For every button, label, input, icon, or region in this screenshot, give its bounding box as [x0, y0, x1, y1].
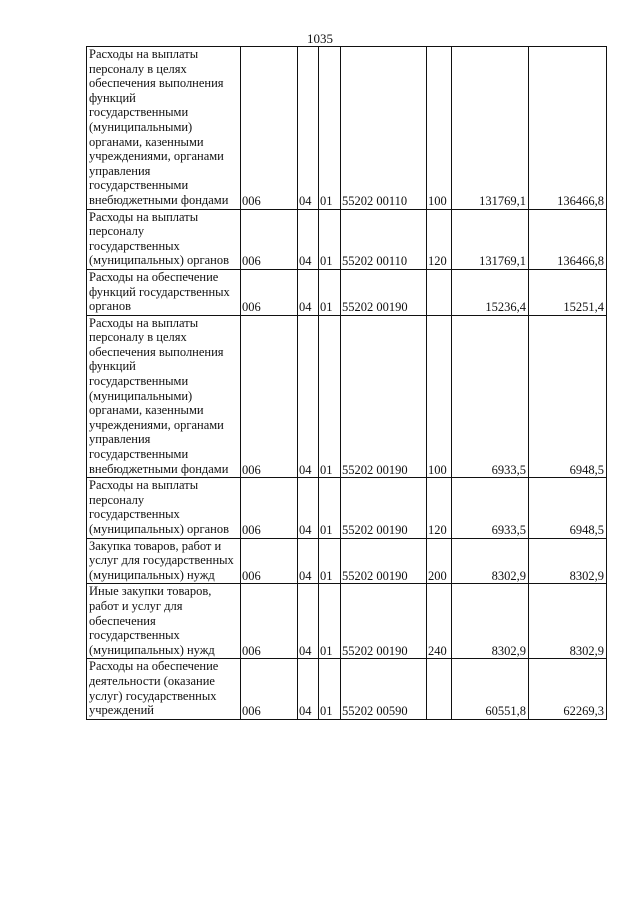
- expense-name-line: персоналу в целях: [89, 330, 187, 345]
- expense-name-line: государственными: [89, 178, 189, 193]
- table-row: [87, 315, 607, 478]
- expense-type-cell: 120: [427, 478, 452, 538]
- expense-name-line: учреждений: [89, 703, 154, 718]
- subsection-code-cell: 01: [319, 209, 341, 269]
- subsection-code-cell: 01: [319, 478, 341, 538]
- expense-name-line: (муниципальными): [89, 388, 193, 403]
- expense-name-line: обеспечения выполнения: [89, 76, 224, 91]
- budget-table: [86, 46, 607, 720]
- amount-year-1-cell: 8302,9: [452, 538, 529, 584]
- subsection-code-cell: 01: [319, 269, 341, 315]
- ministry-code-cell: 006: [241, 538, 298, 584]
- expense-type-cell: 100: [427, 47, 452, 210]
- expense-name-line: (муниципальными): [89, 119, 193, 134]
- expense-name-line: Расходы на выплаты: [89, 315, 199, 330]
- expense-name-line: Расходы на выплаты: [89, 478, 199, 493]
- amount-year-1-cell: 131769,1: [452, 209, 529, 269]
- table-row: [87, 659, 607, 719]
- expense-type-cell: 120: [427, 209, 452, 269]
- expense-name-line: Расходы на выплаты: [89, 209, 199, 224]
- expense-name-line: (муниципальных) органов: [89, 253, 230, 268]
- target-article-cell: 55202 00590: [341, 659, 427, 719]
- amount-year-2-cell: 136466,8: [529, 47, 607, 210]
- section-code-cell: 04: [298, 269, 319, 315]
- target-article-cell: 55202 00190: [341, 269, 427, 315]
- expense-name-line: государственными: [89, 447, 189, 462]
- expense-name-line: государственными: [89, 105, 189, 120]
- expense-name-line: государственными: [89, 374, 189, 389]
- amount-year-1-cell: 8302,9: [452, 584, 529, 659]
- expense-name-line: обеспечения выполнения: [89, 344, 224, 359]
- target-article-cell: 55202 00190: [341, 315, 427, 478]
- expense-type-cell: 240: [427, 584, 452, 659]
- section-code-cell: 04: [298, 47, 319, 210]
- amount-year-2-cell: 62269,3: [529, 659, 607, 719]
- expense-name-line: персоналу в целях: [89, 61, 187, 76]
- table-row: [87, 478, 607, 538]
- expense-name-line: услуг для государственных: [89, 553, 234, 568]
- table-row: [87, 269, 607, 315]
- table-row: [87, 47, 607, 210]
- expense-name-line: государственных: [89, 238, 180, 253]
- table-row: [87, 584, 607, 659]
- expense-name-line: Закупка товаров, работ и: [89, 538, 222, 553]
- ministry-code-cell: 006: [241, 209, 298, 269]
- expense-name-line: (муниципальных) органов: [89, 522, 230, 536]
- expense-name-line: государственных: [89, 507, 180, 522]
- expense-name-line: услуг) государственных: [89, 688, 217, 703]
- expense-name-line: работ и услуг для: [89, 598, 183, 613]
- target-article-cell: 55202 00110: [341, 209, 427, 269]
- amount-year-2-cell: 8302,9: [529, 584, 607, 659]
- expense-name-cell: [87, 315, 241, 478]
- amount-year-2-cell: 15251,4: [529, 269, 607, 315]
- section-code-cell: 04: [298, 538, 319, 584]
- expense-name-line: учреждениями, органами: [89, 149, 224, 164]
- ministry-code-cell: 006: [241, 269, 298, 315]
- expense-name-cell: [87, 269, 241, 315]
- expense-name-line: управления: [89, 163, 151, 178]
- expense-name-line: Расходы на выплаты: [89, 47, 199, 61]
- expense-name-line: персоналу: [89, 224, 145, 239]
- expense-name-line: обеспечения: [89, 613, 156, 628]
- expense-name-line: внебюджетными фондами: [89, 461, 229, 476]
- expense-name-line: функций государственных: [89, 284, 230, 299]
- expense-type-cell: 200: [427, 538, 452, 584]
- page-number: 1035: [307, 31, 333, 46]
- ministry-code-cell: 006: [241, 584, 298, 659]
- expense-name-cell: [87, 209, 241, 269]
- expense-name-line: Расходы на обеспечение: [89, 659, 219, 674]
- amount-year-1-cell: 6933,5: [452, 315, 529, 478]
- expense-name-line: управления: [89, 432, 151, 447]
- expense-type-cell: [427, 659, 452, 719]
- expense-name-line: деятельности (оказание: [89, 673, 215, 688]
- expense-name-line: органов: [89, 299, 132, 314]
- table-row: [87, 209, 607, 269]
- subsection-code-cell: 01: [319, 315, 341, 478]
- expense-name-line: (муниципальных) нужд: [89, 642, 215, 657]
- target-article-cell: 55202 00110: [341, 47, 427, 210]
- expense-name-cell: [87, 47, 241, 210]
- expense-name-line: персоналу: [89, 492, 145, 507]
- expense-name-line: функций: [89, 90, 136, 105]
- expense-name-cell: [87, 478, 241, 538]
- ministry-code-cell: 006: [241, 315, 298, 478]
- expense-name-cell: [87, 584, 241, 659]
- section-code-cell: 04: [298, 584, 319, 659]
- section-code-cell: 04: [298, 659, 319, 719]
- ministry-code-cell: 006: [241, 478, 298, 538]
- amount-year-1-cell: 6933,5: [452, 478, 529, 538]
- section-code-cell: 04: [298, 209, 319, 269]
- subsection-code-cell: 01: [319, 584, 341, 659]
- expense-name-line: Иные закупки товаров,: [89, 584, 212, 599]
- expense-name-line: учреждениями, органами: [89, 417, 224, 432]
- amount-year-1-cell: 131769,1: [452, 47, 529, 210]
- expense-name-line: внебюджетными фондами: [89, 192, 229, 207]
- amount-year-1-cell: 15236,4: [452, 269, 529, 315]
- expense-type-cell: [427, 269, 452, 315]
- amount-year-2-cell: 6948,5: [529, 315, 607, 478]
- target-article-cell: 55202 00190: [341, 478, 427, 538]
- ministry-code-cell: 006: [241, 659, 298, 719]
- subsection-code-cell: 01: [319, 659, 341, 719]
- expense-type-cell: 100: [427, 315, 452, 478]
- amount-year-2-cell: 6948,5: [529, 478, 607, 538]
- section-code-cell: 04: [298, 315, 319, 478]
- target-article-cell: 55202 00190: [341, 584, 427, 659]
- expense-name-line: государственных: [89, 628, 180, 643]
- table-row: [87, 538, 607, 584]
- amount-year-2-cell: 8302,9: [529, 538, 607, 584]
- ministry-code-cell: 006: [241, 47, 298, 210]
- target-article-cell: 55202 00190: [341, 538, 427, 584]
- amount-year-2-cell: 136466,8: [529, 209, 607, 269]
- expense-name-line: функций: [89, 359, 136, 374]
- amount-year-1-cell: 60551,8: [452, 659, 529, 719]
- expense-name-line: Расходы на обеспечение: [89, 269, 219, 284]
- subsection-code-cell: 01: [319, 538, 341, 584]
- section-code-cell: 04: [298, 478, 319, 538]
- subsection-code-cell: 01: [319, 47, 341, 210]
- expense-name-cell: [87, 659, 241, 719]
- expense-name-line: (муниципальных) нужд: [89, 567, 215, 582]
- expense-name-line: органами, казенными: [89, 403, 204, 418]
- expense-name-line: органами, казенными: [89, 134, 204, 149]
- expense-name-cell: [87, 538, 241, 584]
